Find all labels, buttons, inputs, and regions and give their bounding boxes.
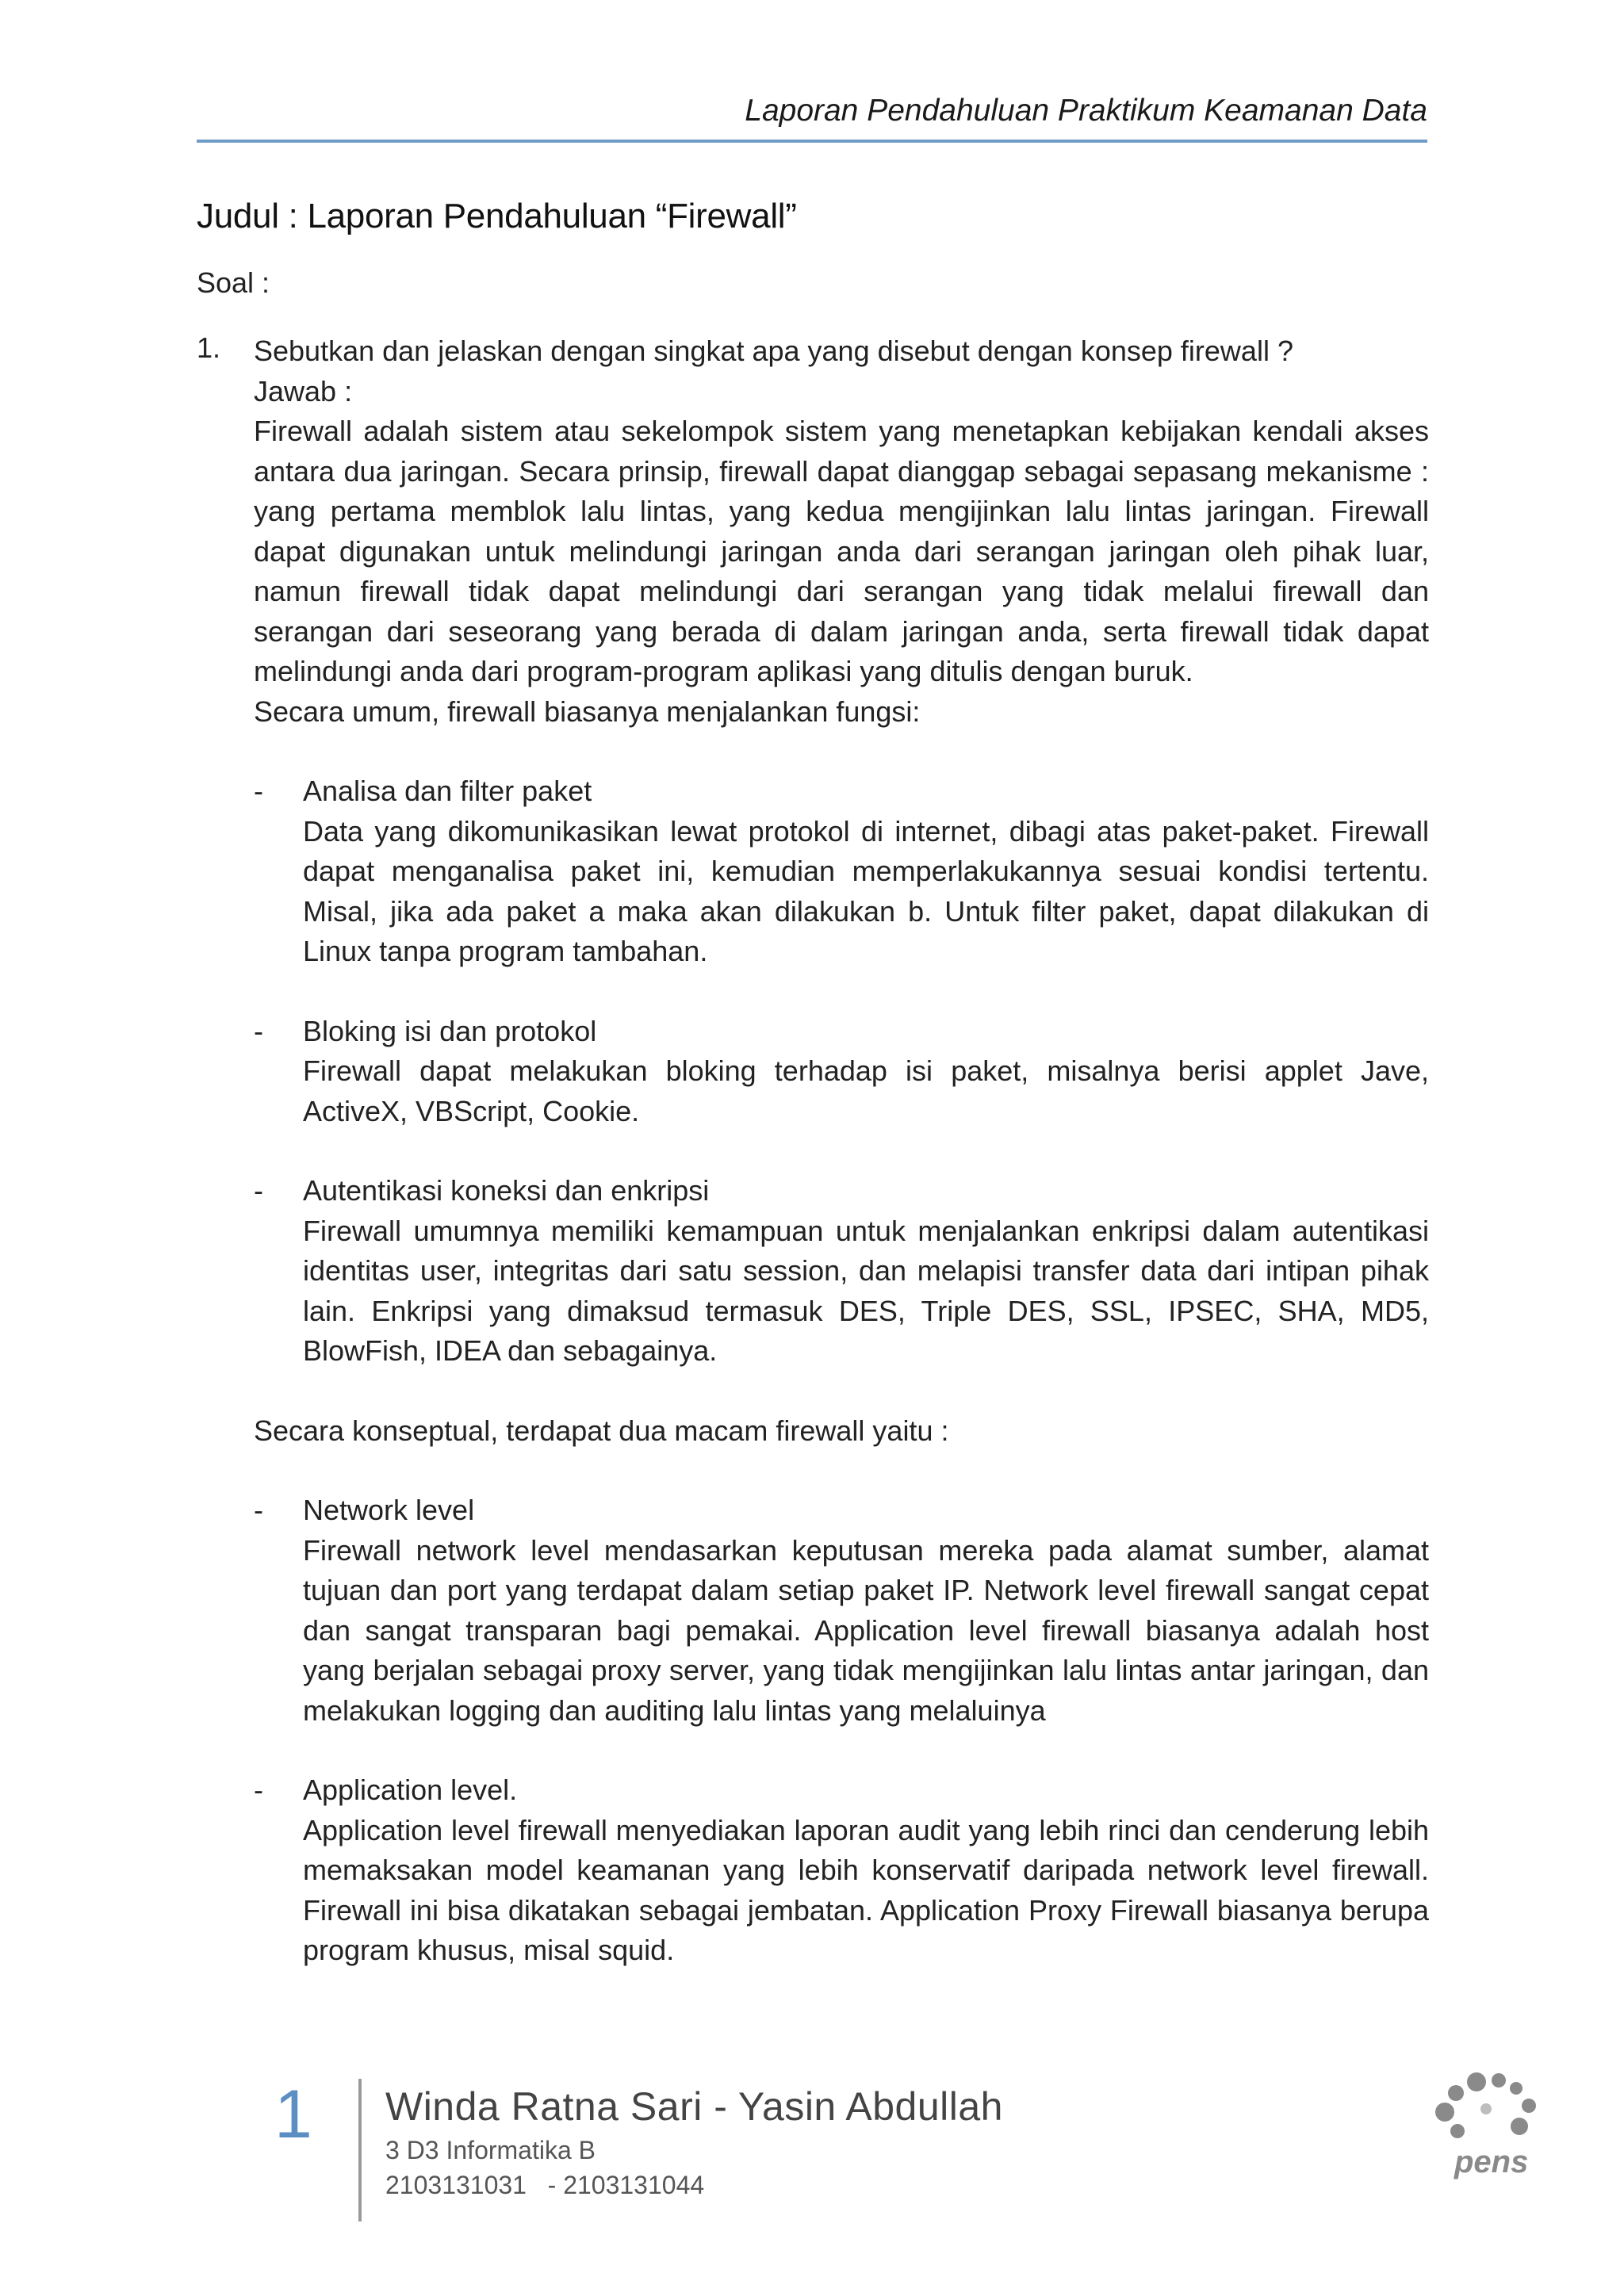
question-body xyxy=(254,331,1429,1971)
list-item-text: Firewall umumnya memiliki kemampuan untuk menjalankan enkripsi dalam autentikasi identitas user, integritas dari satu session, dan melapisi transfer data dari intipan pihak lain. Enkripsi yang dimaksud termasuk DES, Triple DES, SSL, IPSEC, SHA, MD5, BlowFish, IDEA dan sebagainya. xyxy=(303,1214,1429,1367)
list-dash: - xyxy=(254,1774,263,1806)
pens-logo-icon xyxy=(1423,2061,1549,2188)
list-item-type-2 xyxy=(254,1770,1429,1971)
logo-text: pens xyxy=(1454,2145,1529,2179)
footer-author-names: Winda Ratna Sari - Yasin Abdullah xyxy=(385,2084,1003,2129)
footer-student-ids: 2103131031 - 2103131044 xyxy=(385,2171,705,2199)
list-dash: - xyxy=(254,775,263,807)
list-item-text: Data yang dikomunikasikan lewat protokol di internet, dibagi atas paket-paket. Firewall dapat menganalisa paket ini, kemudian memperlakukannya sesuai kondisi tertentu. Misal, jika ada paket a maka akan dilakukan b. Untuk filter paket, dapat dilakukan di Linux tanpa program tambahan. xyxy=(303,814,1429,967)
list-item-function-1 xyxy=(254,771,1429,972)
list-item-title: Analisa dan filter paket xyxy=(303,775,592,807)
list-dash: - xyxy=(254,1494,263,1526)
list-item-function-3 xyxy=(254,1171,1429,1372)
list-dash: - xyxy=(254,1174,263,1207)
page-number: 1 xyxy=(274,2076,312,2152)
list-item-function-2 xyxy=(254,1012,1429,1132)
answer-intro: Firewall adalah sistem atau sekelompok sistem yang menetapkan kebijakan kendali akses antara dua jaringan. Secara prinsip, firewall dapat dianggap sebagai sepasang mekanisme : yang pertama memblok lalu lintas, yang kedua mengijinkan lalu lintas jaringan. Firewall dapat digunakan untuk melindungi jaringan anda dari serangan jaringan oleh pihak luar, namun firewall tidak dapat melindungi dari serangan yang tidak melalui firewall dan serangan dari seseorang yang berada di dalam jaringan anda, serta firewall tidak dapat melindungi anda dari program-program aplikasi yang ditulis dengan buruk. xyxy=(254,415,1429,687)
list-dash: - xyxy=(254,1014,263,1047)
list-item-text: Application level firewall menyediakan laporan audit yang lebih rinci dan cenderung lebih memaksakan model keamanan yang lebih konservatif daripada network level firewall. Firewall ini bisa dikatakan sebagai jembatan. Application Proxy Firewall biasanya berupa program khusus, misal squid. xyxy=(303,1813,1429,1966)
list-item-title: Application level. xyxy=(303,1774,518,1806)
list-item-text: Firewall dapat melakukan bloking terhadap isi paket, misalnya berisi applet Jave, ActiveX, VBScript, Cookie. xyxy=(303,1054,1429,1127)
list-item-title: Bloking isi dan protokol xyxy=(303,1014,597,1047)
question-text: Sebutkan dan jelaskan dengan singkat apa yang disebut dengan konsep firewall ? xyxy=(254,335,1293,367)
footer-class: 3 D3 Informatika B xyxy=(385,2136,596,2164)
soal-label: Soal : xyxy=(197,266,270,299)
list-item-type-1 xyxy=(254,1490,1429,1731)
header-divider xyxy=(197,140,1427,143)
functions-intro: Secara umum, firewall biasanya menjalankan fungsi: xyxy=(254,695,921,728)
types-intro: Secara konseptual, terdapat dua macam firewall yaitu : xyxy=(254,1414,949,1447)
list-item-title: Autentikasi koneksi dan enkripsi xyxy=(303,1174,710,1207)
question-number: 1. xyxy=(197,331,221,364)
answer-label: Jawab : xyxy=(254,374,353,408)
list-item-title: Network level xyxy=(303,1494,475,1526)
list-item-text: Firewall network level mendasarkan keputusan mereka pada alamat sumber, alamat tujuan dan port yang terdapat dalam setiap paket IP. Network level firewall sangat cepat dan sangat transparan bagi pemakai. Application level firewall biasanya adalah host yang berjalan sebagai proxy server, yang tidak mengijinkan lalu lintas antar jaringan, dan melakukan logging dan auditing lalu lintas yang melaluinya xyxy=(303,1533,1429,1727)
document-title: Judul : Laporan Pendahuluan “Firewall” xyxy=(197,197,797,235)
footer-divider xyxy=(358,2079,362,2221)
header-title: Laporan Pendahuluan Praktikum Keamanan Data xyxy=(745,94,1427,128)
